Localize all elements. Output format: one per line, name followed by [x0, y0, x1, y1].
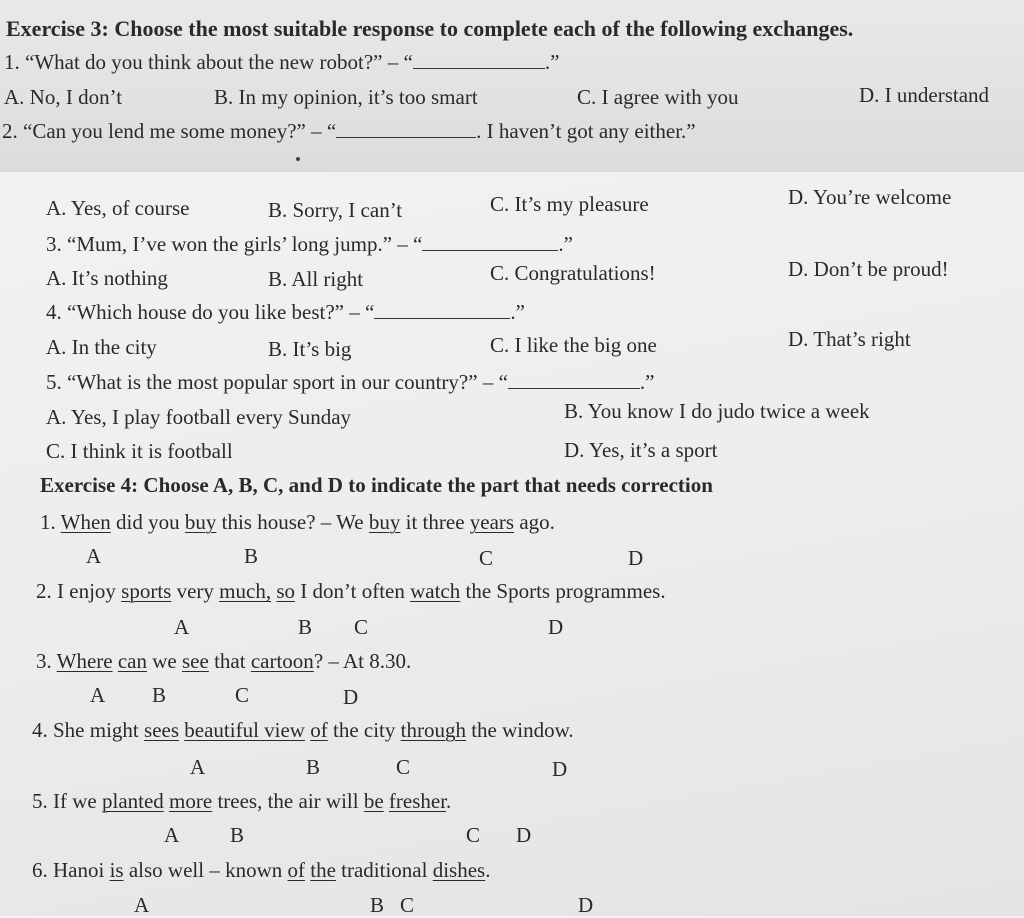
ex3-q5-option-b: B. You know I do judo twice a week: [564, 399, 870, 423]
q5-part-b: more: [169, 789, 213, 813]
q3-part-c: see: [182, 649, 209, 673]
ex3-q4-option-d: D. That’s right: [788, 327, 911, 351]
q5-label-b: B: [230, 823, 245, 847]
q4-text: 4. She might: [32, 718, 145, 742]
q2-answer-blank[interactable]: [336, 119, 476, 138]
stray-dot: [296, 157, 300, 161]
q4-text: the city: [327, 718, 401, 742]
q6-text: traditional: [335, 858, 433, 882]
q2-number: 2.: [2, 119, 18, 143]
q5-text: trees, the air will: [212, 789, 364, 813]
q1-answer-blank[interactable]: [413, 50, 545, 69]
q6-text: also well – known: [123, 858, 288, 882]
q5-part-d: fresher: [388, 789, 447, 813]
ex3-question-5: [46, 369, 654, 395]
q2-label-b: B: [298, 615, 313, 639]
q1-prompt: “What do you think about the new robot?” – “: [25, 50, 413, 74]
q4-prompt-end: .”: [510, 300, 525, 324]
q3-number: 3.: [46, 232, 62, 256]
q5-text: 5. If we: [32, 789, 102, 813]
q6-part-a: is: [109, 858, 124, 882]
q2-prompt: “Can you lend me some money?” – “: [23, 119, 337, 143]
q4-label-c: C: [396, 755, 411, 779]
ex4-question-6: [32, 857, 490, 883]
q1-part-a: When: [60, 510, 111, 534]
q5-number: 5.: [46, 370, 62, 394]
q3-label-c: C: [235, 683, 250, 707]
ex3-q2-option-a: A. Yes, of course: [46, 196, 190, 220]
ex3-q4-option-b: B. It’s big: [268, 337, 352, 361]
q4-part-c: of: [310, 718, 328, 742]
q6-text: .: [485, 858, 491, 882]
q4-label-b: B: [306, 755, 321, 779]
ex3-q3-option-a: A. It’s nothing: [46, 266, 168, 290]
q2-prompt-end: . I haven’t got any either.”: [476, 119, 696, 143]
q2-label-c: C: [354, 615, 369, 639]
q1-part-b: buy: [184, 510, 217, 534]
q2-text: I don’t often: [295, 579, 411, 603]
ex3-q1-option-a: A. No, I don’t: [4, 85, 123, 109]
ex4-question-4: [32, 717, 574, 743]
q6-part-d: dishes: [432, 858, 486, 882]
q6-part-c: the: [310, 858, 336, 882]
q3-part-d: cartoon: [250, 649, 314, 673]
q3-text: we: [147, 649, 182, 673]
q1-text: 1.: [40, 510, 61, 534]
q1-text: did you: [110, 510, 185, 534]
q1-label-c: C: [479, 546, 494, 570]
q4-label-a: A: [190, 755, 206, 779]
ex3-q3-option-b: B. All right: [268, 267, 364, 291]
q3-label-b: B: [152, 683, 167, 707]
q5-label-d: D: [516, 823, 532, 847]
ex3-question-4: [46, 299, 525, 325]
q5-label-a: A: [164, 823, 180, 847]
q3-part-b: can: [117, 649, 147, 673]
q5-part-c: be: [363, 789, 384, 813]
q5-prompt-end: .”: [639, 370, 655, 394]
q1-part-c: buy: [368, 510, 401, 534]
q4-part-b: beautiful view: [184, 718, 305, 742]
q1-label-a: A: [86, 544, 102, 568]
ex3-question-3: [46, 231, 573, 257]
q4-answer-blank[interactable]: [374, 300, 510, 319]
q3-prompt: “Mum, I’ve won the girls’ long jump.” – “: [67, 232, 423, 256]
q3-part-a: Where: [56, 649, 113, 673]
q1-label-d: D: [628, 546, 644, 570]
ex3-q2-option-d: D. You’re welcome: [788, 185, 952, 209]
ex4-question-1: [40, 509, 555, 535]
ex4-question-5: [32, 788, 451, 814]
q4-part-a: sees: [144, 718, 180, 742]
q5-answer-blank[interactable]: [508, 370, 640, 389]
q3-label-d: D: [343, 685, 359, 709]
q1-prompt-end: .”: [544, 50, 560, 74]
ex3-q5-option-d: D. Yes, it’s a sport: [564, 438, 718, 462]
q2-part-d: watch: [410, 579, 461, 603]
q4-label-d: D: [552, 757, 568, 781]
q2-part-a: sports: [121, 579, 172, 603]
q6-label-a: A: [134, 893, 150, 917]
q3-prompt-end: .”: [558, 232, 573, 256]
exercise-3-title: Exercise 3: Choose the most suitable response to complete each of the following exchanges.: [6, 16, 854, 41]
q2-part-c: so: [276, 579, 296, 603]
q4-prompt: “Which house do you like best?” – “: [67, 300, 375, 324]
ex3-q3-option-d: D. Don’t be proud!: [788, 257, 949, 281]
ex3-q2-option-c: C. It’s my pleasure: [490, 192, 649, 216]
ex4-question-3: [36, 648, 411, 674]
q3-answer-blank[interactable]: [422, 232, 558, 251]
ex3-q1-option-c: C. I agree with you: [577, 85, 739, 109]
q2-label-d: D: [548, 615, 564, 639]
ex3-q3-option-c: C. Congratulations!: [490, 261, 656, 285]
q1-text: this house? – We: [216, 510, 369, 534]
q6-label-d: D: [578, 893, 594, 917]
q5-text: .: [446, 789, 452, 813]
ex3-q1-option-b: B. In my opinion, it’s too smart: [214, 85, 478, 109]
ex3-question-1: [4, 49, 559, 75]
q4-text: the window.: [465, 718, 574, 742]
q2-text: 2. I enjoy: [36, 579, 122, 603]
q5-prompt: “What is the most popular sport in our country?” – “: [67, 370, 508, 394]
ex3-q2-option-b: B. Sorry, I can’t: [268, 198, 403, 222]
q1-label-b: B: [244, 544, 259, 568]
q6-label-c: C: [400, 893, 415, 917]
q2-part-b: much,: [219, 579, 272, 603]
ex3-q1-option-d: D. I understand: [859, 83, 990, 107]
q6-label-b: B: [370, 893, 385, 917]
q2-text: very: [171, 579, 220, 603]
q5-label-c: C: [466, 823, 481, 847]
ex3-q4-option-c: C. I like the big one: [490, 333, 657, 357]
q3-text: that: [208, 649, 251, 673]
q4-number: 4.: [46, 300, 62, 324]
q6-part-b: of: [287, 858, 305, 882]
ex3-question-2: [2, 118, 696, 144]
ex3-q4-option-a: A. In the city: [46, 335, 157, 359]
q4-part-d: through: [400, 718, 466, 742]
ex3-q5-option-c: C. I think it is football: [46, 439, 233, 463]
ex3-q5-option-a: A. Yes, I play football every Sunday: [46, 405, 352, 429]
q2-label-a: A: [174, 615, 190, 639]
q3-text: 3.: [36, 649, 57, 673]
q2-text: the Sports programmes.: [460, 579, 666, 603]
q3-label-a: A: [90, 683, 106, 707]
q1-text: it three: [400, 510, 470, 534]
q1-number: 1.: [4, 50, 20, 74]
q3-text: ? – At 8.30.: [313, 649, 412, 673]
q1-text: ago.: [514, 510, 555, 534]
q5-part-a: planted: [101, 789, 164, 813]
q6-text: 6. Hanoi: [32, 858, 110, 882]
ex4-question-2: [36, 578, 666, 604]
exercise-4-title: Exercise 4: Choose A, B, C, and D to indicate the part that needs correction: [40, 473, 713, 497]
q1-part-d: years: [469, 510, 515, 534]
